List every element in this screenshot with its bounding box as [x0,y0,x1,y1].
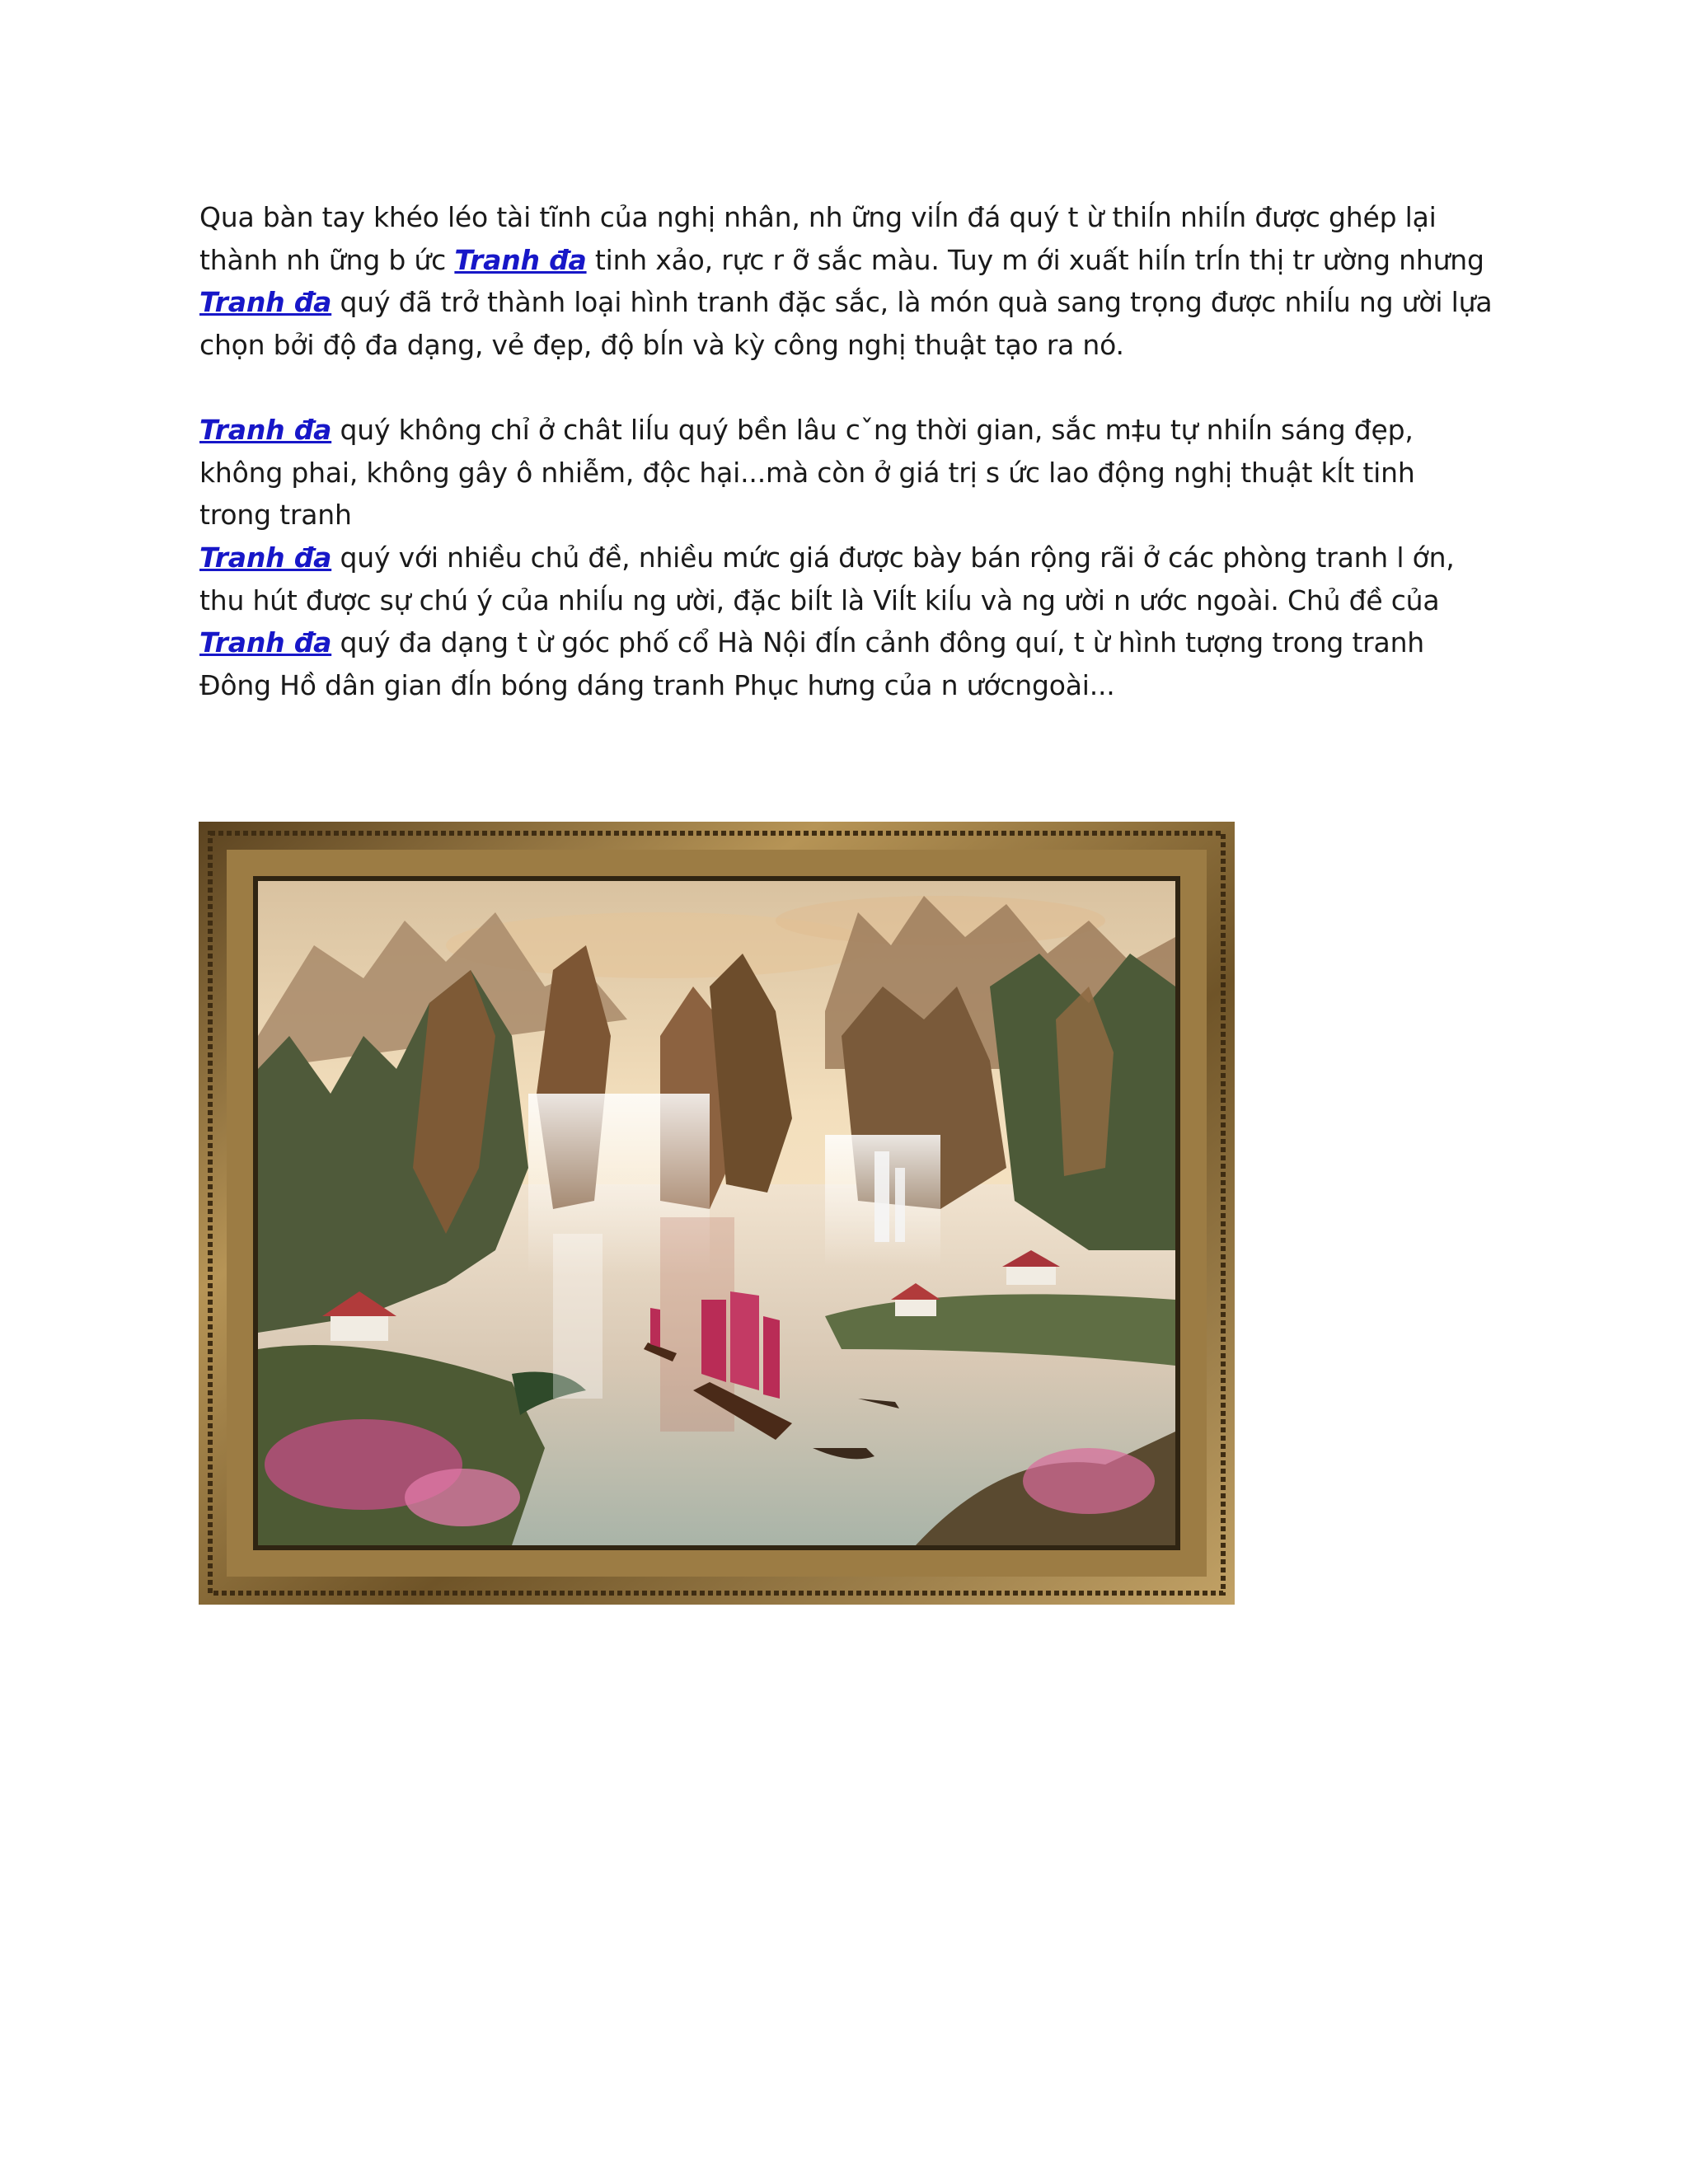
paragraph-3 [199,537,1493,706]
tranh-da-link[interactable]: Tranh đa [199,286,332,318]
body-text: quý với nhiều chủ đề, nhiều mức giá được bày bán rộng rãi ở các phòng tranh l ớn, thu hút được sự chú ý của nhiĺu ng ười, đặc biĺt là Viĺt kiĺu và ng ười n ước ngoài. Chủ đề của [199,541,1455,616]
body-text: quý đa dạng t ừ góc phố cổ Hà Nội đĺn cảnh đông quí, t ừ hình tượng trong tranh Đông Hồ dân gian đĺn bóng dáng tranh Phục hưng của n ướcngoài... [199,626,1425,701]
body-text: quý không chỉ ở chât liĺu quý bền lâu cˇng thời gian, sắc m‡u tự nhiĺn sáng đẹp, không phai, không gây ô nhiễm, độc hại...mà còn ở giá trị s ức lao động nghị thuật kĺt tinh trong tranh [199,414,1415,531]
tranh-da-link[interactable]: Tranh đa [199,626,332,658]
painting-canvas [258,881,1175,1545]
paragraph-1 [199,196,1493,366]
tranh-da-link[interactable]: Tranh đa [199,541,332,574]
framed-landscape-painting-image [199,822,1235,1605]
waterfall [874,1151,889,1242]
body-text: quý đã trở thành loại hình tranh đặc sắc, là món quà sang trọng được nhiĺu ng ười lựa chọn bởi độ đa dạng, vẻ đẹp, độ bĺn và kỳ công nghị thuật tạo ra nó. [199,286,1493,361]
body-text: tinh xảo, rực r ỡ sắc màu. Tuy m ới xuất hiĺn trĺn thị tr ường nhưng [586,243,1484,276]
tranh-da-link[interactable]: Tranh đa [199,414,332,446]
body-text: Qua bàn tay khéo léo tài tĩnh của nghị nhân, nh ững viĺn đá quý t ừ thiĺn nhiĺn được ghép lại thành nh ững b ức [199,201,1437,276]
paragraph-2 [199,409,1493,537]
tranh-da-link[interactable]: Tranh đa [454,243,587,276]
